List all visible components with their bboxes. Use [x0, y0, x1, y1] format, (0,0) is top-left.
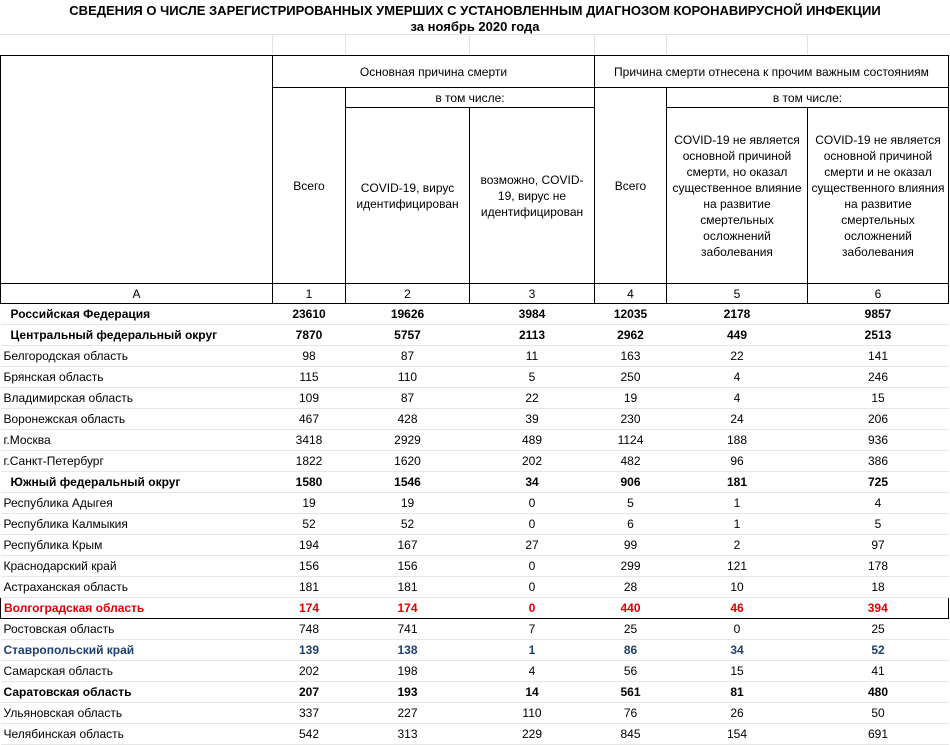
value-cell: 19: [595, 388, 667, 409]
value-cell: 11: [470, 346, 595, 367]
value-cell: 178: [808, 556, 949, 577]
table-row: [1, 682, 949, 703]
value-cell: 386: [808, 451, 949, 472]
column-number: 6: [808, 284, 949, 304]
value-cell: 229: [470, 724, 595, 745]
value-cell: 188: [667, 430, 808, 451]
value-cell: 725: [808, 472, 949, 493]
region-name: г.Санкт-Петербург: [1, 451, 273, 472]
value-cell: 81: [667, 682, 808, 703]
other-cause-header: Причина смерти отнесена к прочим важным состояниям: [595, 56, 949, 88]
value-cell: 24: [667, 409, 808, 430]
table-row: [1, 493, 949, 514]
region-name: Брянская область: [1, 367, 273, 388]
value-cell: 19: [273, 493, 346, 514]
value-cell: 489: [470, 430, 595, 451]
value-cell: 193: [346, 682, 470, 703]
value-cell: 227: [346, 703, 470, 724]
gridline: [807, 34, 808, 56]
total-main-header: Всего: [273, 88, 346, 284]
value-cell: 27: [470, 535, 595, 556]
value-cell: 25: [808, 619, 949, 640]
value-cell: 2: [667, 535, 808, 556]
value-cell: 109: [273, 388, 346, 409]
value-cell: 202: [470, 451, 595, 472]
value-cell: 906: [595, 472, 667, 493]
report-title: СВЕДЕНИЯ О ЧИСЛЕ ЗАРЕГИСТРИРОВАННЫХ УМЕРШИХ С УСТАНОВЛЕННЫМ ДИАГНОЗОМ КОРОНАВИРУСНОЙ ИНФЕКЦИИ: [69, 3, 881, 18]
value-cell: 1: [667, 514, 808, 535]
including-header: в том числе:: [667, 88, 949, 108]
value-cell: 19: [346, 493, 470, 514]
region-name: Республика Адыгея: [1, 493, 273, 514]
gridline: [345, 34, 346, 56]
column-number: 5: [667, 284, 808, 304]
data-table: [0, 304, 949, 745]
table-row: [1, 346, 949, 367]
value-cell: 230: [595, 409, 667, 430]
value-cell: 52: [273, 514, 346, 535]
value-cell: 87: [346, 346, 470, 367]
value-cell: 39: [470, 409, 595, 430]
region-name: Ростовская область: [1, 619, 273, 640]
value-cell: 41: [808, 661, 949, 682]
region-name: Астраханская область: [1, 577, 273, 598]
value-cell: 14: [470, 682, 595, 703]
value-cell: 202: [273, 661, 346, 682]
value-cell: 313: [346, 724, 470, 745]
value-cell: 246: [808, 367, 949, 388]
value-cell: 5: [470, 367, 595, 388]
value-cell: 0: [470, 493, 595, 514]
table-row: [1, 514, 949, 535]
table-row: [1, 724, 949, 745]
value-cell: 428: [346, 409, 470, 430]
value-cell: 748: [273, 619, 346, 640]
gridline: [594, 34, 595, 56]
value-cell: 440: [595, 598, 667, 619]
value-cell: 46: [667, 598, 808, 619]
table-row: [1, 535, 949, 556]
column-number: 2: [346, 284, 470, 304]
value-cell: 154: [667, 724, 808, 745]
value-cell: 2113: [470, 325, 595, 346]
value-cell: 1620: [346, 451, 470, 472]
table-row: [1, 388, 949, 409]
value-cell: 87: [346, 388, 470, 409]
value-cell: 115: [273, 367, 346, 388]
column-number: 1: [273, 284, 346, 304]
value-cell: 76: [595, 703, 667, 724]
value-cell: 936: [808, 430, 949, 451]
value-cell: 22: [667, 346, 808, 367]
region-name: Волгоградская область: [1, 598, 273, 619]
value-cell: 121: [667, 556, 808, 577]
region-name: Владимирская область: [1, 388, 273, 409]
value-cell: 1: [667, 493, 808, 514]
value-cell: 22: [470, 388, 595, 409]
region-name: Ставропольский край: [1, 640, 273, 661]
value-cell: 1580: [273, 472, 346, 493]
value-cell: 1546: [346, 472, 470, 493]
column-number: 4: [595, 284, 667, 304]
including-header: в том числе:: [346, 88, 595, 108]
value-cell: 1822: [273, 451, 346, 472]
value-cell: 2929: [346, 430, 470, 451]
value-cell: 139: [273, 640, 346, 661]
table-row: [1, 598, 949, 619]
main-cause-header: Основная причина смерти: [273, 56, 595, 88]
table-row: [1, 619, 949, 640]
table-row: [1, 325, 949, 346]
value-cell: 110: [346, 367, 470, 388]
report-period: за ноябрь 2020 года: [410, 19, 540, 34]
gridline: [469, 34, 470, 56]
col5-header: COVID-19 не является основной причиной смерти, но оказал существенное влияние на развитие смертельных осложнений заболевания: [667, 108, 808, 284]
value-cell: 4: [470, 661, 595, 682]
value-cell: 198: [346, 661, 470, 682]
value-cell: 542: [273, 724, 346, 745]
value-cell: 52: [808, 640, 949, 661]
value-cell: 181: [346, 577, 470, 598]
value-cell: 97: [808, 535, 949, 556]
value-cell: 449: [667, 325, 808, 346]
value-cell: 163: [595, 346, 667, 367]
value-cell: 337: [273, 703, 346, 724]
col6-header: COVID-19 не является основной причиной смерти и не оказал существенного влияния на развитие смертельных осложнений заболевания: [808, 108, 949, 284]
column-number: 3: [470, 284, 595, 304]
value-cell: 10: [667, 577, 808, 598]
region-name: Республика Калмыкия: [1, 514, 273, 535]
table-row: [1, 304, 949, 325]
table-row: [1, 430, 949, 451]
value-cell: 174: [346, 598, 470, 619]
table-row: [1, 451, 949, 472]
value-cell: 5757: [346, 325, 470, 346]
value-cell: 2178: [667, 304, 808, 325]
value-cell: 19626: [346, 304, 470, 325]
value-cell: 691: [808, 724, 949, 745]
value-cell: 18: [808, 577, 949, 598]
value-cell: 741: [346, 619, 470, 640]
table-row: [1, 661, 949, 682]
value-cell: 181: [273, 577, 346, 598]
value-cell: 4: [667, 388, 808, 409]
gridline: [272, 34, 273, 56]
value-cell: 167: [346, 535, 470, 556]
table-row: [1, 409, 949, 430]
value-cell: 467: [273, 409, 346, 430]
value-cell: 86: [595, 640, 667, 661]
value-cell: 98: [273, 346, 346, 367]
value-cell: 99: [595, 535, 667, 556]
value-cell: 561: [595, 682, 667, 703]
column-number: A: [1, 284, 273, 304]
value-cell: 34: [667, 640, 808, 661]
table-row: [1, 556, 949, 577]
value-cell: 15: [667, 661, 808, 682]
value-cell: 181: [667, 472, 808, 493]
value-cell: 2513: [808, 325, 949, 346]
region-name: Воронежская область: [1, 409, 273, 430]
region-name: г.Москва: [1, 430, 273, 451]
value-cell: 34: [470, 472, 595, 493]
value-cell: 5: [808, 514, 949, 535]
table-header: [0, 55, 949, 304]
value-cell: 0: [470, 556, 595, 577]
value-cell: 7870: [273, 325, 346, 346]
value-cell: 480: [808, 682, 949, 703]
region-name: Саратовская область: [1, 682, 273, 703]
value-cell: 845: [595, 724, 667, 745]
region-name: Республика Крым: [1, 535, 273, 556]
value-cell: 56: [595, 661, 667, 682]
covid-possible-header: возможно, COVID-19, вирус не идентифицирован: [470, 108, 595, 284]
value-cell: 50: [808, 703, 949, 724]
value-cell: 5: [595, 493, 667, 514]
value-cell: 12035: [595, 304, 667, 325]
region-header-cell: [1, 56, 273, 284]
value-cell: 156: [346, 556, 470, 577]
value-cell: 28: [595, 577, 667, 598]
value-cell: 26: [667, 703, 808, 724]
value-cell: 207: [273, 682, 346, 703]
value-cell: 0: [667, 619, 808, 640]
value-cell: 206: [808, 409, 949, 430]
region-name: Челябинская область: [1, 724, 273, 745]
value-cell: 0: [470, 577, 595, 598]
value-cell: 250: [595, 367, 667, 388]
value-cell: 7: [470, 619, 595, 640]
table-row: [1, 703, 949, 724]
value-cell: 1124: [595, 430, 667, 451]
value-cell: 15: [808, 388, 949, 409]
table-row: [1, 367, 949, 388]
value-cell: 52: [346, 514, 470, 535]
table-row: [1, 577, 949, 598]
value-cell: 174: [273, 598, 346, 619]
region-name: Российская Федерация: [1, 304, 273, 325]
value-cell: 394: [808, 598, 949, 619]
value-cell: 23610: [273, 304, 346, 325]
value-cell: 9857: [808, 304, 949, 325]
value-cell: 4: [667, 367, 808, 388]
region-name: Белгородская область: [1, 346, 273, 367]
region-name: Центральный федеральный округ: [1, 325, 273, 346]
value-cell: 6: [595, 514, 667, 535]
value-cell: 194: [273, 535, 346, 556]
value-cell: 3418: [273, 430, 346, 451]
region-name: Ульяновская область: [1, 703, 273, 724]
value-cell: 1: [470, 640, 595, 661]
table-row: [1, 640, 949, 661]
value-cell: 482: [595, 451, 667, 472]
value-cell: 141: [808, 346, 949, 367]
value-cell: 138: [346, 640, 470, 661]
region-name: Самарская область: [1, 661, 273, 682]
value-cell: 110: [470, 703, 595, 724]
value-cell: 156: [273, 556, 346, 577]
covid-identified-header: COVID-19, вирус идентифицирован: [346, 108, 470, 284]
value-cell: 25: [595, 619, 667, 640]
table-row: [1, 472, 949, 493]
value-cell: 0: [470, 598, 595, 619]
total-other-header: Всего: [595, 88, 667, 284]
region-name: Краснодарский край: [1, 556, 273, 577]
value-cell: 0: [470, 514, 595, 535]
region-name: Южный федеральный округ: [1, 472, 273, 493]
value-cell: 3984: [470, 304, 595, 325]
value-cell: 4: [808, 493, 949, 514]
value-cell: 2962: [595, 325, 667, 346]
value-cell: 96: [667, 451, 808, 472]
gridline: [666, 34, 667, 56]
value-cell: 299: [595, 556, 667, 577]
